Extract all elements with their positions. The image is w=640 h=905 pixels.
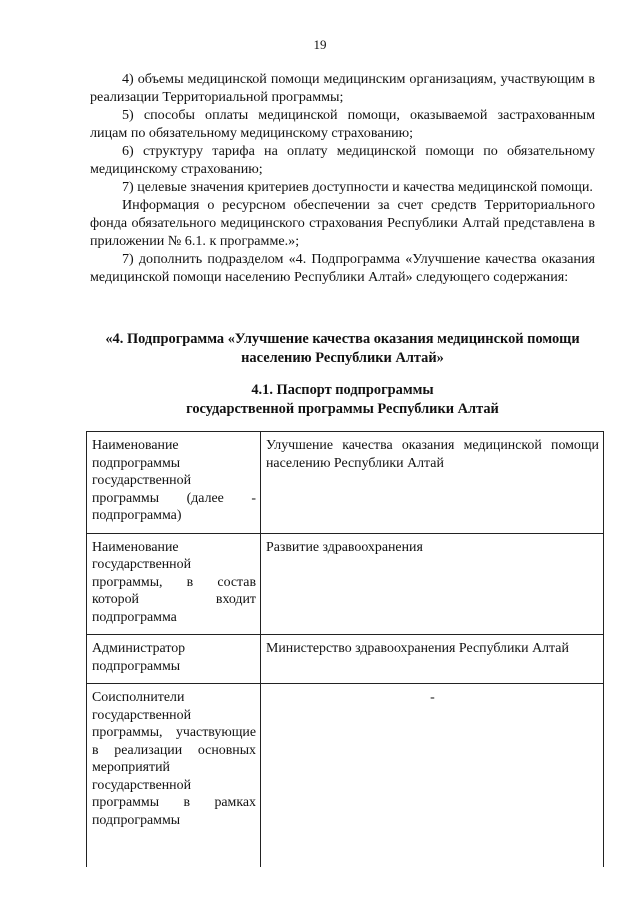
paragraph-item-4: 4) объемы медицинской помощи медицинским организациям, участвующим в реализации Территориальной программы; [90, 71, 595, 105]
paragraph-amendment: 7) дополнить подразделом «4. Подпрограмма «Улучшение качества оказания медицинской помощи населению Республики Алтай» следующего содержания: [90, 251, 595, 285]
table-value-cell: Министерство здравоохранения Республики Алтай [261, 635, 604, 684]
subsection-heading-line2: государственной программы Республики Алтай [186, 401, 499, 417]
page-number: 19 [313, 37, 327, 52]
paragraph-item-5: 5) способы оплаты медицинской помощи, оказываемой застрахованным лицам по обязательному медицинскому страхованию; [90, 107, 595, 141]
table-row [87, 533, 604, 635]
table-row [87, 684, 604, 868]
table-label-cell: Соисполнители государственной программы, участвующие в реализации основных мероприятий государственной программы в рамках подпрограммы [87, 684, 261, 868]
body-text [90, 70, 595, 286]
table-value-cell: - [261, 684, 604, 868]
table-label-cell: Наименование государственной программы, в состав которой входит подпрограмма [87, 533, 261, 635]
paragraph-funding-info: Информация о ресурсном обеспечении за счет средств Территориального фонда обязательного медицинского страхования Республики Алтай представлена в приложении № 6.1. к программе.»; [90, 197, 595, 249]
table-row [87, 432, 604, 534]
passport-table [86, 431, 604, 867]
table-label-cell: Администратор подпрограммы [87, 635, 261, 684]
subsection-heading [90, 381, 595, 419]
subsection-heading-line1: 4.1. Паспорт подпрограммы [251, 382, 434, 398]
paragraph-item-7: 7) целевые значения критериев доступности и качества медицинской помощи. [122, 179, 593, 195]
table-value-cell: Развитие здравоохранения [261, 533, 604, 635]
table-value-cell: Улучшение качества оказания медицинской помощи населению Республики Алтай [261, 432, 604, 534]
section-heading: «4. Подпрограмма «Улучшение качества оказания медицинской помощи населению Республики Алтай» [105, 331, 580, 366]
table-row [87, 635, 604, 684]
table-label-cell: Наименование подпрограммы государственной программы (далее - подпрограмма) [87, 432, 261, 534]
paragraph-item-6: 6) структуру тарифа на оплату медицинской помощи по обязательному медицинскому страхованию; [90, 143, 595, 177]
